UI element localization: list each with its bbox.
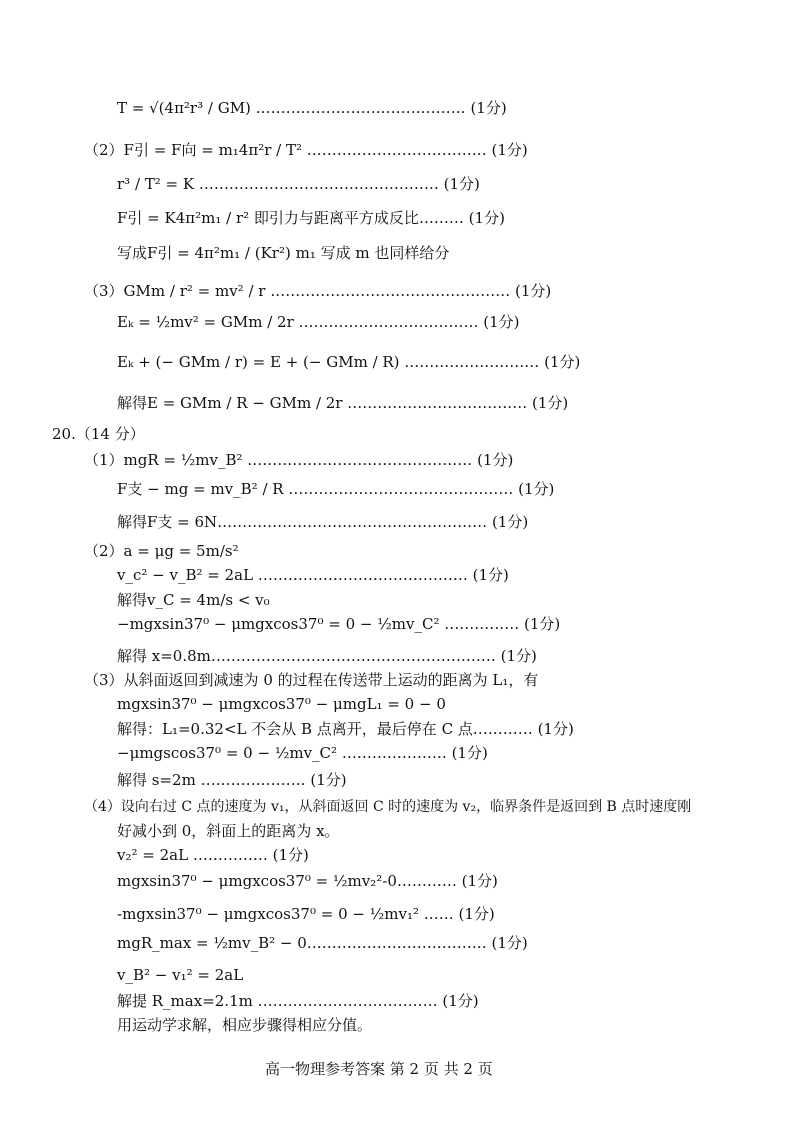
line-8: Eₖ + (− GMm / r) = E + (− GMm / R) ……………………… (1分) <box>117 353 581 371</box>
line-28: -mgxsin37⁰ − μmgxcos37⁰ = 0 − ½mv₁² …… (1分) <box>117 905 495 923</box>
line-29: mgR_max = ½mv_B² − 0……………………………… (1分) <box>117 934 528 952</box>
line-32: 用运动学求解，相应步骤得相应分值。 <box>117 1016 373 1034</box>
line-22: −μmgscos37⁰ = 0 − ½mv_C² ………………… (1分) <box>117 744 488 762</box>
line-6: （3）GMm / r² = mv² / r ………………………………………… (1分) <box>84 282 552 300</box>
line-11: （1）mgR = ½mv_B² ……………………………………… (1分) <box>84 451 514 469</box>
page-footer: 高一物理参考答案 第 2 页 共 2 页 <box>265 1060 493 1078</box>
line-21: 解得：L₁=0.32<L 不会从 B 点离开，最后停在 C 点………… (1分) <box>117 720 574 738</box>
line-15: v_c² − v_B² = 2aL …………………………………… (1分) <box>117 566 509 584</box>
line-13: 解得F支 = 6N……………………………………………… (1分) <box>117 513 529 531</box>
line-24: （4）设向右过 C 点的速度为 v₁，从斜面返回 C 时的速度为 v₂，临界条件是返回到 B 点时速度刚 <box>84 799 692 815</box>
line-14: （2）a = μg = 5m/s² <box>84 542 239 560</box>
line-2: （2）F引 = F向 = m₁4π²r / T² ……………………………… (1分) <box>84 141 528 159</box>
line-26: v₂² = 2aL …………… (1分) <box>117 846 309 864</box>
line-27: mgxsin37⁰ − μmgxcos37⁰ = ½mv₂²-0………… (1分) <box>117 872 498 890</box>
line-9: 解得E = GMm / R − GMm / 2r ……………………………… (1分) <box>117 394 569 412</box>
line-5: 写成F引 = 4π²m₁ / (Kr²) m₁ 写成 m 也同样给分 <box>117 244 450 262</box>
line-31: 解提 R_max=2.1m ……………………………… (1分) <box>117 992 479 1010</box>
line-4: F引 = K4π²m₁ / r² 即引力与距离平方成反比……… (1分) <box>117 209 505 227</box>
line-18: 解得 x=0.8m………………………………………………… (1分) <box>117 647 537 665</box>
line-20: mgxsin37⁰ − μmgxcos37⁰ − μmgL₁ = 0 − 0 <box>117 695 446 713</box>
line-30: v_B² − v₁² = 2aL <box>117 966 244 984</box>
line-1: T = √(4π²r³ / GM) …………………………………… (1分) <box>117 99 507 117</box>
line-25: 好减小到 0，斜面上的距离为 x。 <box>117 822 340 840</box>
line-10: 20.（14 分） <box>52 425 145 443</box>
line-17: −mgxsin37⁰ − μmgxcos37⁰ = 0 − ½mv_C² …………… (1分) <box>117 615 561 633</box>
line-3: r³ / T² = K ………………………………………… (1分) <box>117 175 480 193</box>
line-7: Eₖ = ½mv² = GMm / 2r ……………………………… (1分) <box>117 313 520 331</box>
line-16: 解得v_C = 4m/s < v₀ <box>117 591 270 609</box>
line-19: （3）从斜面返回到减速为 0 的过程在传送带上运动的距离为 L₁，有 <box>84 671 539 689</box>
line-12: F支 − mg = mv_B² / R ……………………………………… (1分) <box>117 480 555 498</box>
line-23: 解得 s=2m ………………… (1分) <box>117 771 347 789</box>
